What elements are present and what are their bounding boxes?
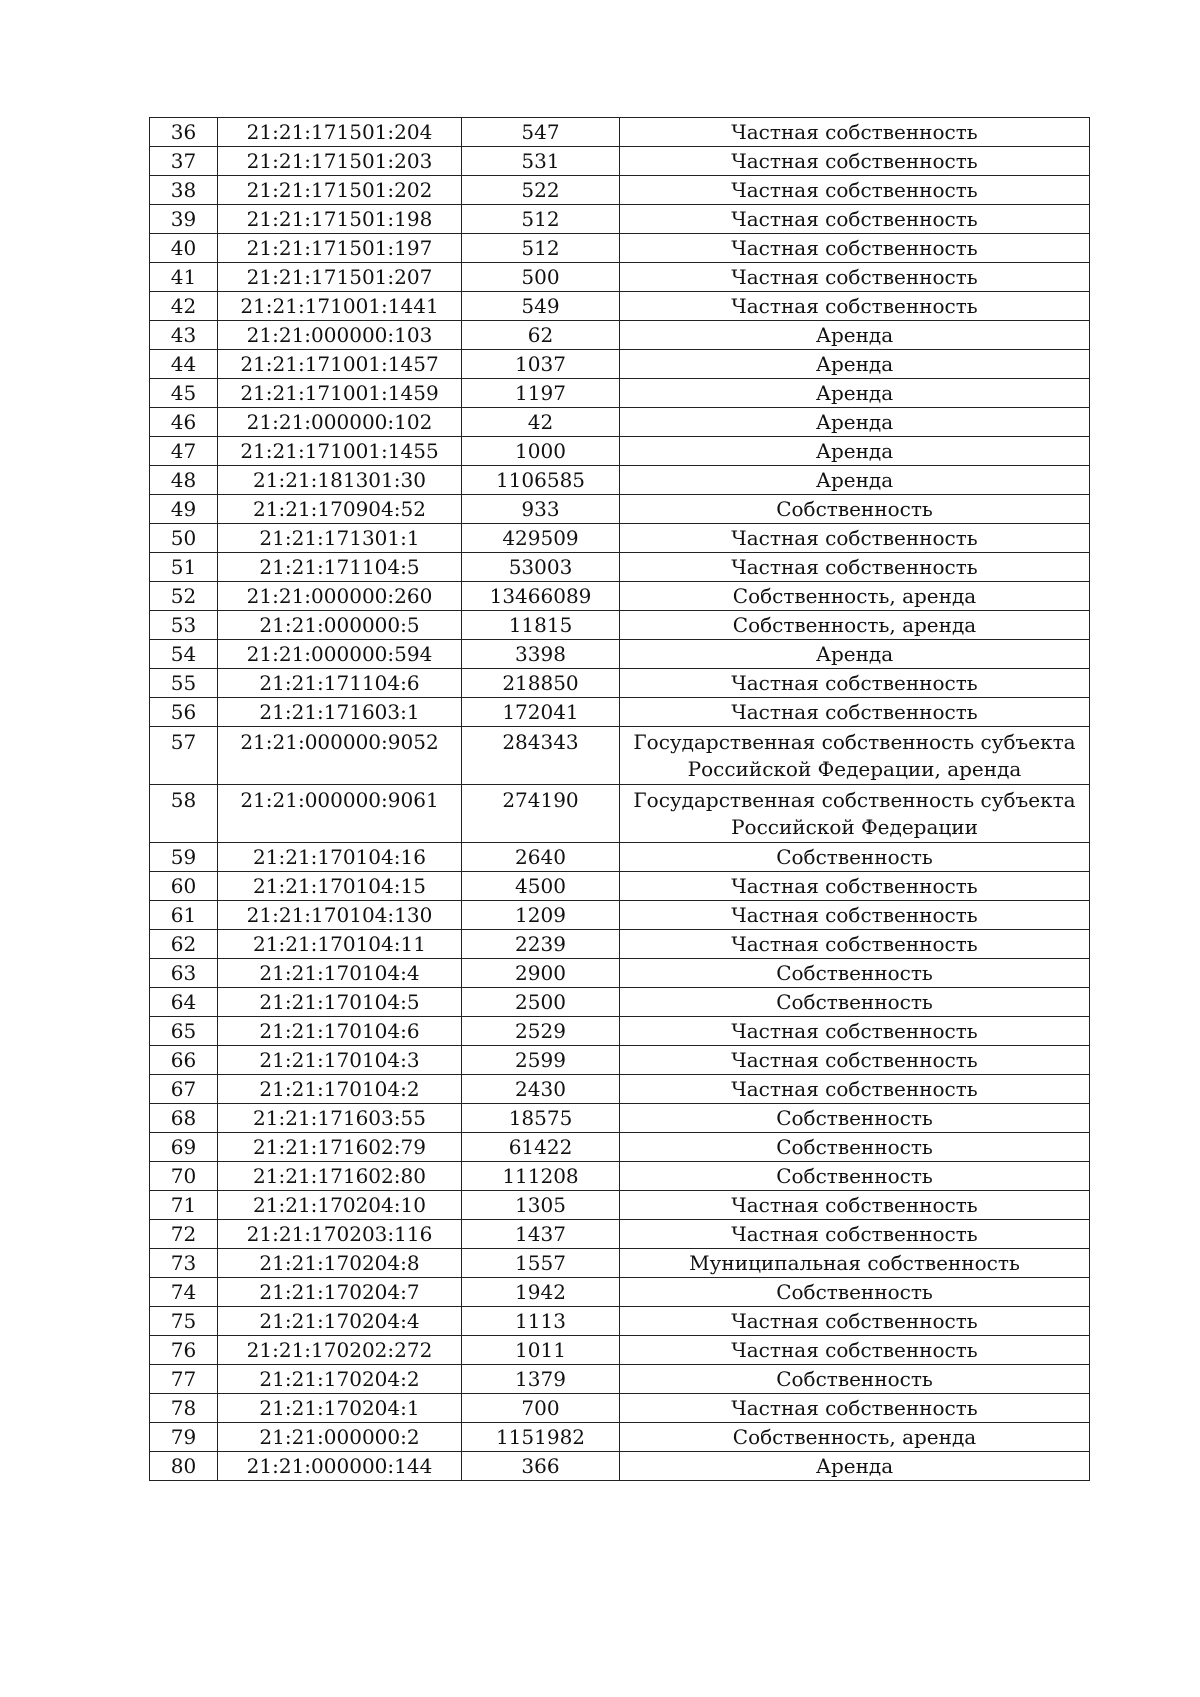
right-type-cell: Аренда	[620, 640, 1090, 669]
table-row	[150, 1046, 1090, 1075]
cadastral-number-cell: 21:21:170904:52	[218, 495, 462, 524]
right-type-cell: Частная собственность	[620, 1017, 1090, 1046]
cadastral-number-cell: 21:21:170202:272	[218, 1336, 462, 1365]
cadastral-number-cell: 21:21:170104:4	[218, 959, 462, 988]
right-type-cell: Собственность, аренда	[620, 1423, 1090, 1452]
row-number-cell: 67	[150, 1075, 218, 1104]
cadastral-number-cell: 21:21:171001:1457	[218, 350, 462, 379]
area-cell: 42	[462, 408, 620, 437]
area-cell: 3398	[462, 640, 620, 669]
table-row	[150, 1452, 1090, 1481]
row-number-cell: 76	[150, 1336, 218, 1365]
table-row	[150, 466, 1090, 495]
right-type-cell: Муниципальная собственность	[620, 1249, 1090, 1278]
right-type-cell: Аренда	[620, 437, 1090, 466]
right-type-cell: Частная собственность	[620, 147, 1090, 176]
table-row	[150, 1191, 1090, 1220]
table-row	[150, 843, 1090, 872]
area-cell: 531	[462, 147, 620, 176]
row-number-cell: 39	[150, 205, 218, 234]
cadastral-number-cell: 21:21:000000:5	[218, 611, 462, 640]
table-row	[150, 1104, 1090, 1133]
cadastral-number-cell: 21:21:171301:1	[218, 524, 462, 553]
row-number-cell: 48	[150, 466, 218, 495]
area-cell: 1209	[462, 901, 620, 930]
area-cell: 13466089	[462, 582, 620, 611]
right-type-cell: Частная собственность	[620, 205, 1090, 234]
cadastral-number-cell: 21:21:171603:1	[218, 698, 462, 727]
right-type-cell: Собственность, аренда	[620, 582, 1090, 611]
cadastral-number-cell: 21:21:170104:15	[218, 872, 462, 901]
area-cell: 2900	[462, 959, 620, 988]
right-type-cell: Частная собственность	[620, 1191, 1090, 1220]
row-number-cell: 62	[150, 930, 218, 959]
area-cell: 53003	[462, 553, 620, 582]
right-type-cell: Частная собственность	[620, 524, 1090, 553]
area-cell: 512	[462, 205, 620, 234]
right-type-cell: Частная собственность	[620, 176, 1090, 205]
row-number-cell: 47	[150, 437, 218, 466]
table-row	[150, 1075, 1090, 1104]
row-number-cell: 51	[150, 553, 218, 582]
table-row	[150, 1017, 1090, 1046]
table-row	[150, 495, 1090, 524]
table-row	[150, 1220, 1090, 1249]
right-type-cell: Частная собственность	[620, 1220, 1090, 1249]
row-number-cell: 77	[150, 1365, 218, 1394]
area-cell: 1305	[462, 1191, 620, 1220]
area-cell: 2640	[462, 843, 620, 872]
cadastral-number-cell: 21:21:171602:80	[218, 1162, 462, 1191]
right-type-cell: Аренда	[620, 1452, 1090, 1481]
table-row	[150, 1365, 1090, 1394]
cadastral-number-cell: 21:21:170104:5	[218, 988, 462, 1017]
right-type-cell: Собственность	[620, 988, 1090, 1017]
right-type-cell: Частная собственность	[620, 1336, 1090, 1365]
table-row	[150, 350, 1090, 379]
area-cell: 61422	[462, 1133, 620, 1162]
cadastral-number-cell: 21:21:170104:2	[218, 1075, 462, 1104]
row-number-cell: 70	[150, 1162, 218, 1191]
area-cell: 4500	[462, 872, 620, 901]
area-cell: 1197	[462, 379, 620, 408]
table-row	[150, 901, 1090, 930]
row-number-cell: 69	[150, 1133, 218, 1162]
cadastral-number-cell: 21:21:170104:16	[218, 843, 462, 872]
right-type-cell: Частная собственность	[620, 901, 1090, 930]
right-type-cell: Собственность, аренда	[620, 611, 1090, 640]
area-cell: 1557	[462, 1249, 620, 1278]
row-number-cell: 38	[150, 176, 218, 205]
row-number-cell: 53	[150, 611, 218, 640]
right-type-cell: Аренда	[620, 379, 1090, 408]
table-row	[150, 408, 1090, 437]
table-row	[150, 698, 1090, 727]
table-row	[150, 640, 1090, 669]
right-type-cell: Частная собственность	[620, 930, 1090, 959]
cadastral-number-cell: 21:21:170204:10	[218, 1191, 462, 1220]
table-row	[150, 988, 1090, 1017]
table-row	[150, 553, 1090, 582]
cadastral-number-cell: 21:21:170104:130	[218, 901, 462, 930]
cadastral-number-cell: 21:21:181301:30	[218, 466, 462, 495]
area-cell: 366	[462, 1452, 620, 1481]
row-number-cell: 41	[150, 263, 218, 292]
area-cell: 1106585	[462, 466, 620, 495]
area-cell: 500	[462, 263, 620, 292]
table-row	[150, 321, 1090, 350]
area-cell: 1942	[462, 1278, 620, 1307]
table-row	[150, 205, 1090, 234]
table-row	[150, 1133, 1090, 1162]
right-type-cell: Частная собственность	[620, 553, 1090, 582]
row-number-cell: 52	[150, 582, 218, 611]
row-number-cell: 75	[150, 1307, 218, 1336]
area-cell: 1437	[462, 1220, 620, 1249]
area-cell: 512	[462, 234, 620, 263]
table-row	[150, 930, 1090, 959]
table-row	[150, 292, 1090, 321]
cadastral-number-cell: 21:21:000000:144	[218, 1452, 462, 1481]
row-number-cell: 61	[150, 901, 218, 930]
right-type-cell: Аренда	[620, 466, 1090, 495]
right-type-cell: Частная собственность	[620, 263, 1090, 292]
row-number-cell: 43	[150, 321, 218, 350]
area-cell: 18575	[462, 1104, 620, 1133]
table-row	[150, 872, 1090, 901]
row-number-cell: 54	[150, 640, 218, 669]
table-row	[150, 1336, 1090, 1365]
area-cell: 62	[462, 321, 620, 350]
right-type-cell: Частная собственность	[620, 1075, 1090, 1104]
cadastral-number-cell: 21:21:170204:2	[218, 1365, 462, 1394]
row-number-cell: 57	[150, 727, 218, 785]
cadastral-number-cell: 21:21:171603:55	[218, 1104, 462, 1133]
right-type-cell: Частная собственность	[620, 698, 1090, 727]
right-type-cell: Частная собственность	[620, 234, 1090, 263]
table-row	[150, 611, 1090, 640]
row-number-cell: 79	[150, 1423, 218, 1452]
cadastral-number-cell: 21:21:170204:8	[218, 1249, 462, 1278]
row-number-cell: 55	[150, 669, 218, 698]
cadastral-number-cell: 21:21:171501:202	[218, 176, 462, 205]
table-row	[150, 959, 1090, 988]
cadastral-number-cell: 21:21:000000:9061	[218, 785, 462, 843]
area-cell: 522	[462, 176, 620, 205]
area-cell: 1379	[462, 1365, 620, 1394]
area-cell: 1151982	[462, 1423, 620, 1452]
area-cell: 2239	[462, 930, 620, 959]
cadastral-number-cell: 21:21:171104:5	[218, 553, 462, 582]
row-number-cell: 78	[150, 1394, 218, 1423]
cadastral-number-cell: 21:21:000000:9052	[218, 727, 462, 785]
cadastral-number-cell: 21:21:171501:197	[218, 234, 462, 263]
row-number-cell: 59	[150, 843, 218, 872]
area-cell: 429509	[462, 524, 620, 553]
table-row	[150, 437, 1090, 466]
table-row	[150, 1307, 1090, 1336]
cadastral-number-cell: 21:21:170204:1	[218, 1394, 462, 1423]
row-number-cell: 50	[150, 524, 218, 553]
area-cell: 1011	[462, 1336, 620, 1365]
right-type-cell: Частная собственность	[620, 872, 1090, 901]
cadastral-number-cell: 21:21:170104:3	[218, 1046, 462, 1075]
cadastral-number-cell: 21:21:171001:1459	[218, 379, 462, 408]
area-cell: 2500	[462, 988, 620, 1017]
row-number-cell: 44	[150, 350, 218, 379]
row-number-cell: 65	[150, 1017, 218, 1046]
row-number-cell: 74	[150, 1278, 218, 1307]
table-row	[150, 1249, 1090, 1278]
row-number-cell: 71	[150, 1191, 218, 1220]
right-type-cell: Государственная собственность субъекта Российской Федерации, аренда	[620, 727, 1090, 785]
table-row	[150, 379, 1090, 408]
right-type-cell: Собственность	[620, 1162, 1090, 1191]
cadastral-number-cell: 21:21:171501:203	[218, 147, 462, 176]
area-cell: 274190	[462, 785, 620, 843]
cadastral-number-cell: 21:21:000000:102	[218, 408, 462, 437]
area-cell: 933	[462, 495, 620, 524]
cadastral-number-cell: 21:21:171602:79	[218, 1133, 462, 1162]
table-row	[150, 524, 1090, 553]
row-number-cell: 37	[150, 147, 218, 176]
cadastral-number-cell: 21:21:000000:594	[218, 640, 462, 669]
area-cell: 2529	[462, 1017, 620, 1046]
area-cell: 547	[462, 118, 620, 147]
area-cell: 172041	[462, 698, 620, 727]
area-cell: 284343	[462, 727, 620, 785]
right-type-cell: Частная собственность	[620, 1307, 1090, 1336]
cadastral-number-cell: 21:21:171001:1455	[218, 437, 462, 466]
row-number-cell: 68	[150, 1104, 218, 1133]
area-cell: 218850	[462, 669, 620, 698]
table-row	[150, 234, 1090, 263]
cadastral-number-cell: 21:21:000000:260	[218, 582, 462, 611]
area-cell: 1000	[462, 437, 620, 466]
cadastral-number-cell: 21:21:171501:198	[218, 205, 462, 234]
table-row	[150, 785, 1090, 843]
table-row	[150, 1394, 1090, 1423]
land-plots-table	[149, 117, 1090, 1481]
table-row	[150, 1278, 1090, 1307]
right-type-cell: Собственность	[620, 1365, 1090, 1394]
row-number-cell: 64	[150, 988, 218, 1017]
cadastral-number-cell: 21:21:170104:11	[218, 930, 462, 959]
row-number-cell: 40	[150, 234, 218, 263]
table-row	[150, 582, 1090, 611]
row-number-cell: 73	[150, 1249, 218, 1278]
table-row	[150, 176, 1090, 205]
table-row	[150, 1423, 1090, 1452]
row-number-cell: 58	[150, 785, 218, 843]
right-type-cell: Собственность	[620, 495, 1090, 524]
row-number-cell: 42	[150, 292, 218, 321]
row-number-cell: 45	[150, 379, 218, 408]
right-type-cell: Частная собственность	[620, 1394, 1090, 1423]
area-cell: 549	[462, 292, 620, 321]
cadastral-number-cell: 21:21:170104:6	[218, 1017, 462, 1046]
table-row	[150, 147, 1090, 176]
table-row	[150, 669, 1090, 698]
cadastral-number-cell: 21:21:000000:2	[218, 1423, 462, 1452]
area-cell: 1037	[462, 350, 620, 379]
area-cell: 11815	[462, 611, 620, 640]
cadastral-number-cell: 21:21:171501:207	[218, 263, 462, 292]
row-number-cell: 72	[150, 1220, 218, 1249]
cadastral-number-cell: 21:21:171501:204	[218, 118, 462, 147]
table-row	[150, 263, 1090, 292]
right-type-cell: Частная собственность	[620, 669, 1090, 698]
right-type-cell: Государственная собственность субъекта Российской Федерации	[620, 785, 1090, 843]
area-cell: 111208	[462, 1162, 620, 1191]
row-number-cell: 46	[150, 408, 218, 437]
table-body	[150, 118, 1090, 1481]
right-type-cell: Аренда	[620, 408, 1090, 437]
row-number-cell: 63	[150, 959, 218, 988]
table-row	[150, 1162, 1090, 1191]
right-type-cell: Собственность	[620, 1104, 1090, 1133]
area-cell: 2430	[462, 1075, 620, 1104]
right-type-cell: Собственность	[620, 843, 1090, 872]
cadastral-number-cell: 21:21:170203:116	[218, 1220, 462, 1249]
row-number-cell: 56	[150, 698, 218, 727]
row-number-cell: 80	[150, 1452, 218, 1481]
area-cell: 700	[462, 1394, 620, 1423]
cadastral-number-cell: 21:21:171001:1441	[218, 292, 462, 321]
cadastral-number-cell: 21:21:171104:6	[218, 669, 462, 698]
area-cell: 1113	[462, 1307, 620, 1336]
table-row	[150, 727, 1090, 785]
cadastral-number-cell: 21:21:170204:7	[218, 1278, 462, 1307]
right-type-cell: Частная собственность	[620, 118, 1090, 147]
table-row	[150, 118, 1090, 147]
right-type-cell: Частная собственность	[620, 1046, 1090, 1075]
right-type-cell: Частная собственность	[620, 292, 1090, 321]
row-number-cell: 66	[150, 1046, 218, 1075]
right-type-cell: Собственность	[620, 1133, 1090, 1162]
row-number-cell: 49	[150, 495, 218, 524]
row-number-cell: 36	[150, 118, 218, 147]
row-number-cell: 60	[150, 872, 218, 901]
cadastral-number-cell: 21:21:000000:103	[218, 321, 462, 350]
cadastral-number-cell: 21:21:170204:4	[218, 1307, 462, 1336]
right-type-cell: Аренда	[620, 350, 1090, 379]
right-type-cell: Собственность	[620, 1278, 1090, 1307]
area-cell: 2599	[462, 1046, 620, 1075]
right-type-cell: Аренда	[620, 321, 1090, 350]
right-type-cell: Собственность	[620, 959, 1090, 988]
